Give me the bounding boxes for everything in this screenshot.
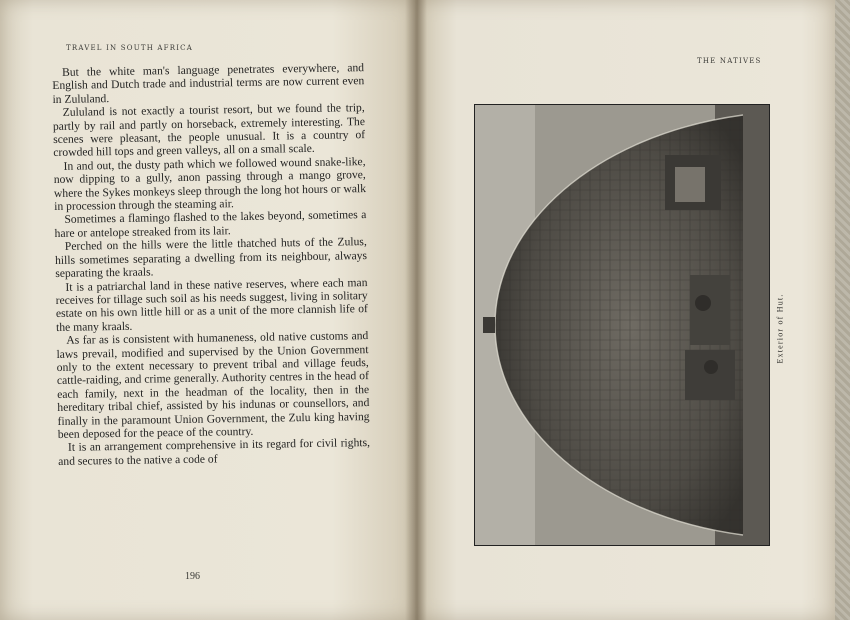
page-number: 196 <box>185 571 200 582</box>
body-text <box>52 61 370 468</box>
paragraph: As far as is consistent with humaneness, old native customs and laws prevail, modified and supervised by the Union Government only to the extent necessary to prevent tribal and village feuds, cattle-raiding, and crime generally. Authority centres in the head of each family, next in the headman of the locality, then in the hereditary tribal chief, assisted by his indunas or counsellors, and finally in the paramount Union Government, the Zulu king having been deposed for the peace of the country. <box>56 329 370 441</box>
plate-caption: Exterior of Hut. <box>775 293 785 364</box>
paragraph: It is a patriarchal land in these native reserves, where each man receives for tillage such soil as his needs suggest, living in solitary estate on his own little hill or as a unit of the more clannish life of the many kraals. <box>55 275 368 334</box>
running-head-left: TRAVEL IN SOUTH AFRICA <box>66 44 193 52</box>
left-page <box>0 0 415 620</box>
paragraph: Sometimes a flamingo flashed to the lakes beyond, sometimes a hare or antelope streaked from its lair. <box>54 208 367 240</box>
photo-plate-hut <box>474 104 770 546</box>
running-head-right: THE NATIVES <box>697 57 762 65</box>
paragraph: In and out, the dusty path which we followed wound snake-like, now dipping to a gully, anon passing through a mango grove, where the Sykes monkeys sleep through the long hot hours or walk in procession through the steaming air. <box>53 154 367 214</box>
hut-photograph <box>475 105 769 545</box>
book-gutter <box>405 0 427 620</box>
paragraph: But the white man's language penetrates everywhere, and English and Dutch trade and industrial terms are now current even in Zululand. <box>52 61 365 106</box>
paragraph: It is an arrangement comprehensive in its regard for civil rights, and secures to the native a code of <box>58 436 371 468</box>
paragraph: Perched on the hills were the little thatched huts of the Zulus, hills sometimes separating a dwelling from its neighbour, always separating the kraals. <box>54 235 368 281</box>
paragraph: Zululand is not exactly a tourist resort, but we found the trip, partly by rail and partly on horseback, extremely interesting. The scenes were pleasant, the people unusual. It is a country of crowded hill tops and green valleys, all on a small scale. <box>52 101 366 160</box>
